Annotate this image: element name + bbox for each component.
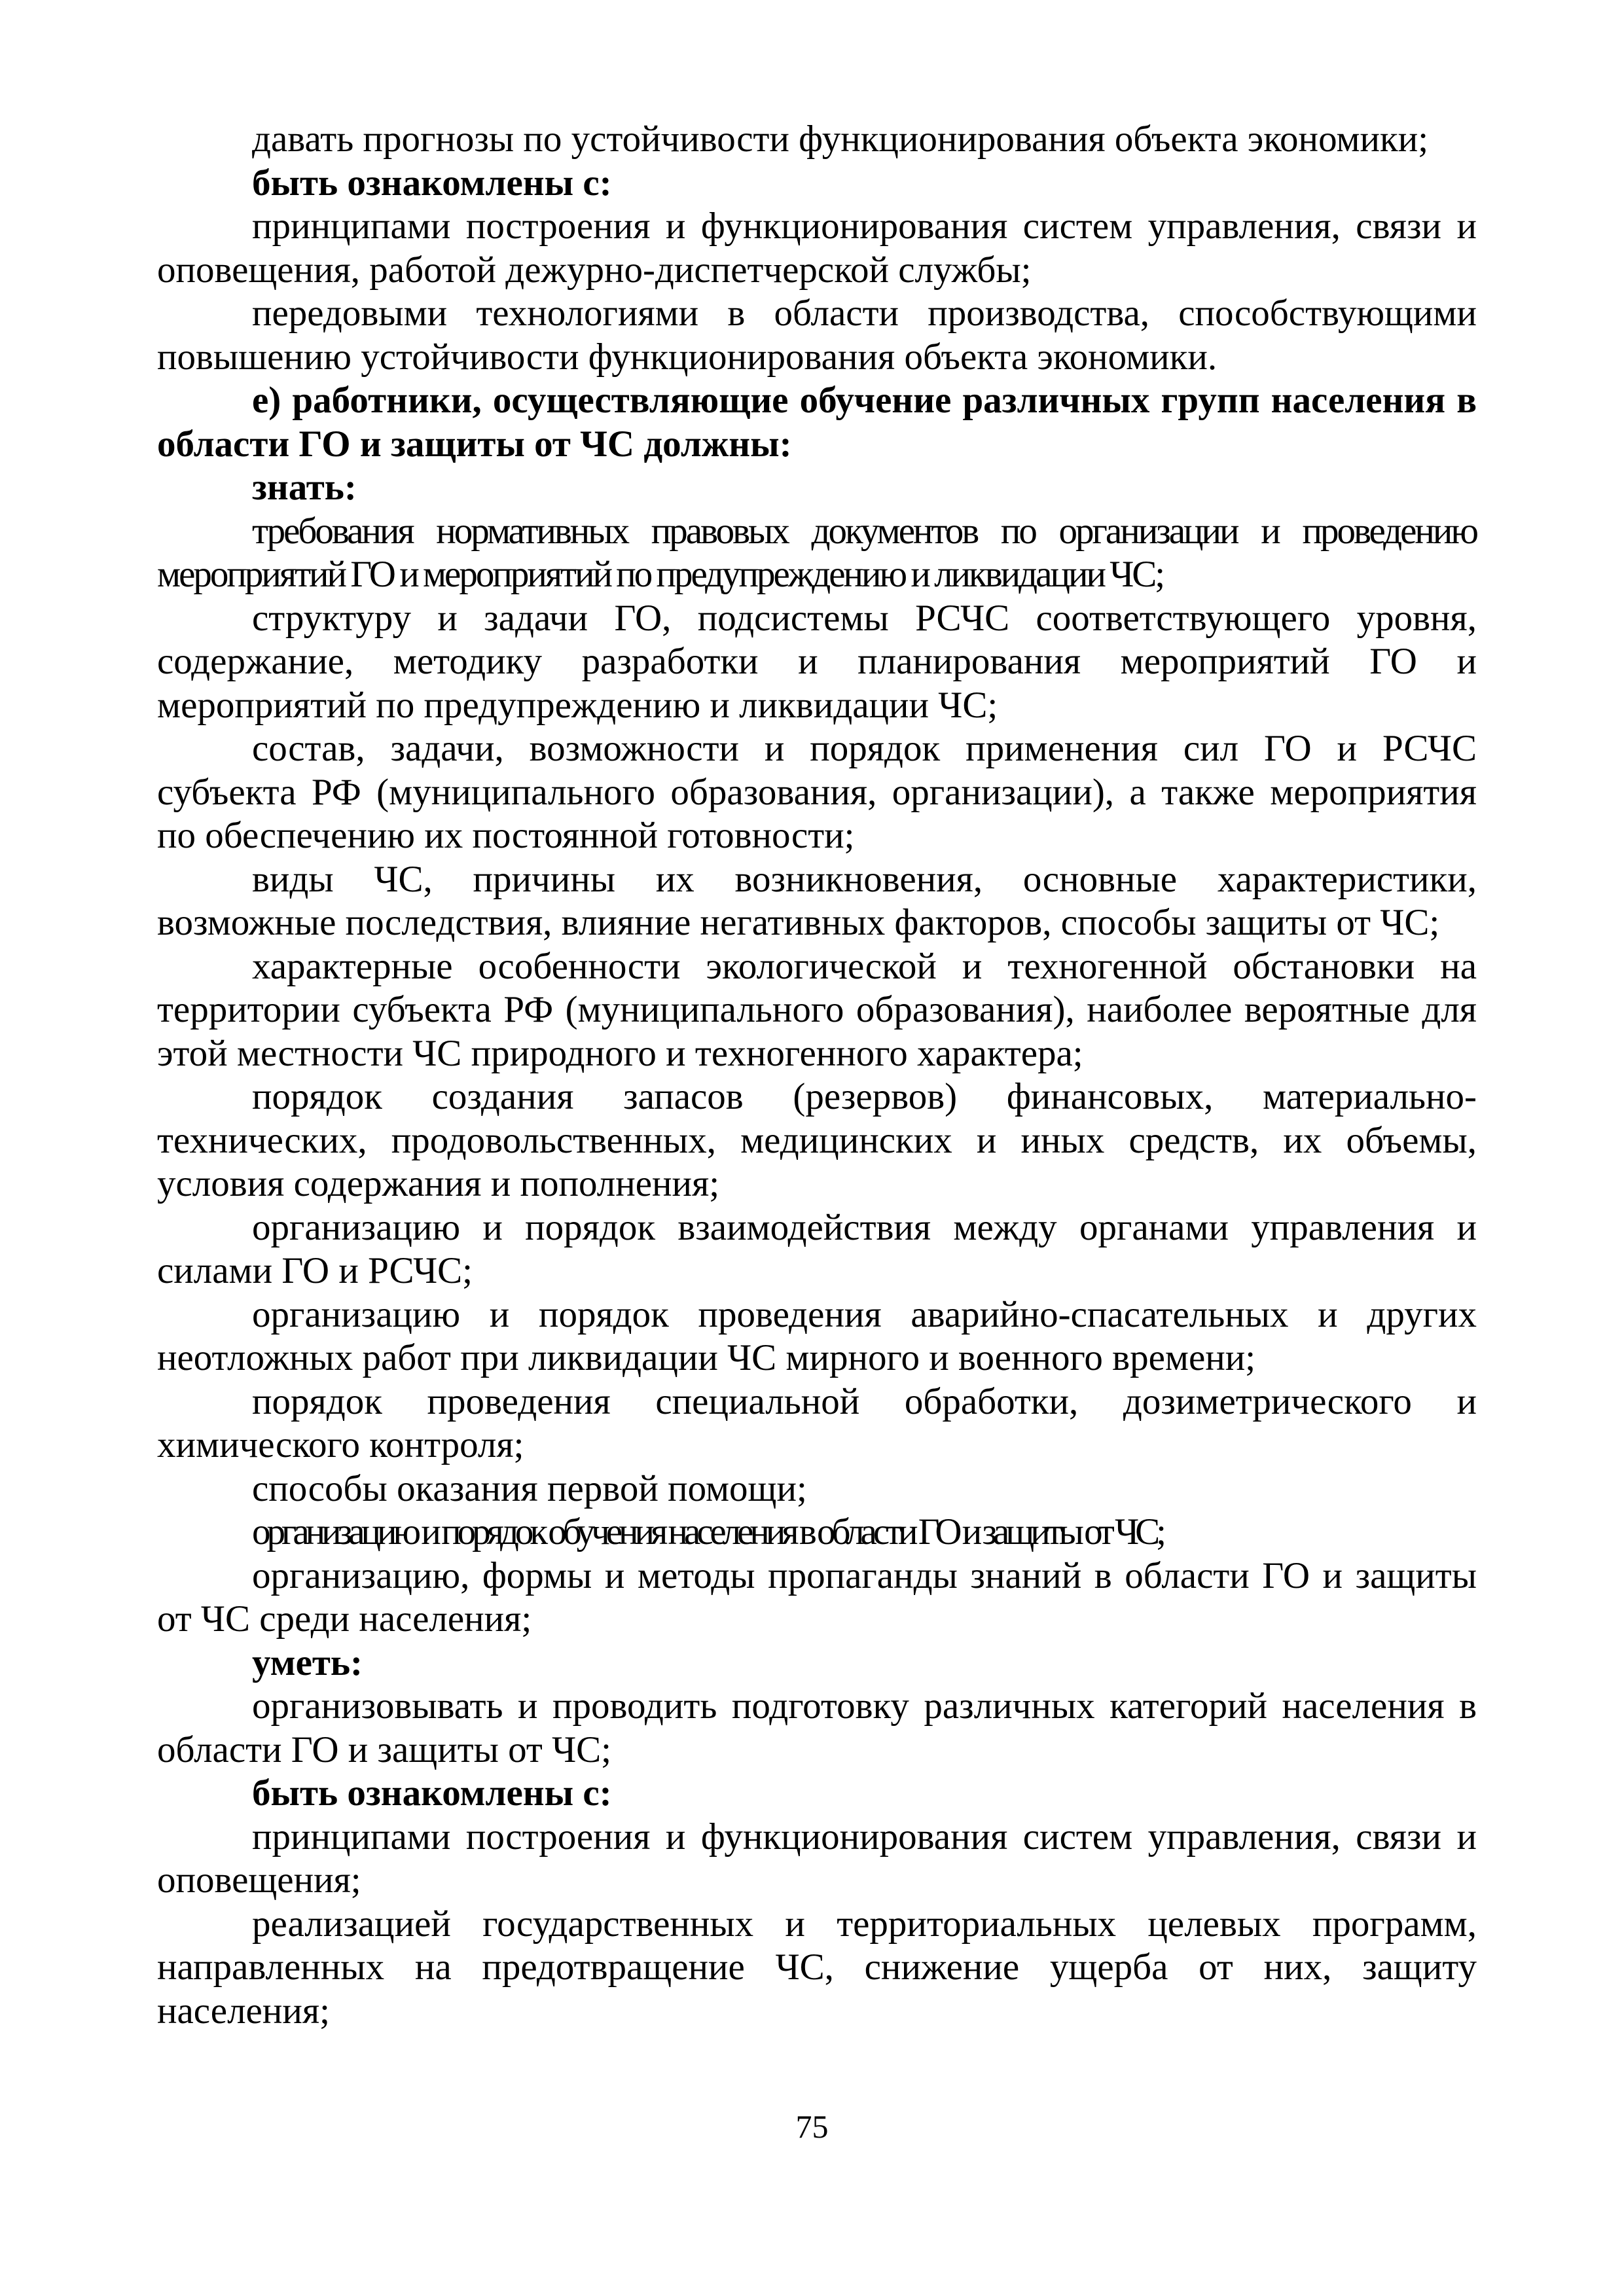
paragraph: способы оказания первой помощи; bbox=[252, 1467, 807, 1509]
paragraph: организацию и порядок проведения аварийно-спасательных и других неотложных работ при ликвидации ЧС мирного и военного времени; bbox=[157, 1293, 1477, 1378]
paragraph: реализацией государственных и территориальных целевых программ, направленных на предотвращение ЧС, снижение ущерба от них, защиту населения; bbox=[157, 1903, 1477, 2032]
paragraph: давать прогнозы по устойчивости функционирования объекта экономики; bbox=[252, 118, 1429, 160]
paragraph: принципами построения и функционирования систем управления, связи и оповещения; bbox=[157, 1816, 1477, 1901]
paragraph: порядок проведения специальной обработки, дозиметрического и химического контроля; bbox=[157, 1380, 1477, 1465]
paragraph: принципами построения и функционирования систем управления, связи и оповещения, работой дежурно-диспетчерской службы; bbox=[157, 206, 1477, 291]
paragraph: организацию и порядок взаимодействия между органами управления и силами ГО и РСЧС; bbox=[157, 1206, 1477, 1291]
paragraph: передовыми технологиями в области производства, способствующими повышению устойчивости функционирования объекта экономики. bbox=[157, 293, 1477, 378]
paragraph: состав, задачи, возможности и порядок применения сил ГО и РСЧС субъекта РФ (муниципального образования, организации), а также мероприятия по обеспечению их постоянной готовности; bbox=[157, 728, 1477, 856]
page-number: 75 bbox=[795, 2108, 829, 2145]
section-heading: знать: bbox=[252, 467, 357, 508]
paragraph: требования нормативных правовых документов по организации и проведению мероприятий ГО и мероприятий по предупреждению и ликвидации ЧС; bbox=[157, 510, 1477, 595]
section-heading: быть ознакомлены с: bbox=[252, 1772, 612, 1814]
paragraph: характерные особенности экологической и техногенной обстановки на территории субъекта РФ (муниципального образования), наиболее вероятные для этой местности ЧС природного и техногенного характера; bbox=[157, 945, 1477, 1074]
section-heading: быть ознакомлены с: bbox=[252, 162, 612, 204]
section-heading: е) работники, осуществляющие обучение различных групп населения в области ГО и защиты от ЧС должны: bbox=[157, 380, 1477, 465]
paragraph: порядок создания запасов (резервов) финансовых, материально-технических, продовольственных, медицинских и иных средств, их объемы, условия содержания и пополнения; bbox=[157, 1076, 1477, 1204]
paragraph: виды ЧС, причины их возникновения, основные характеристики, возможные последствия, влияние негативных факторов, способы защиты от ЧС; bbox=[157, 858, 1477, 943]
page-content bbox=[157, 118, 1477, 2033]
section-heading: уметь: bbox=[252, 1641, 363, 1683]
paragraph: организацию, формы и методы пропаганды знаний в области ГО и защиты от ЧС среди населения; bbox=[157, 1554, 1477, 1640]
paragraph: структуру и задачи ГО, подсистемы РСЧС соответствующего уровня, содержание, методику разработки и планирования мероприятий ГО и мероприятий по предупреждению и ликвидации ЧС; bbox=[157, 597, 1477, 726]
paragraph: организацию и порядок обучения населения в области ГО и защиты от ЧС; bbox=[252, 1511, 1163, 1552]
paragraph: организовывать и проводить подготовку различных категорий населения в области ГО и защиты от ЧС; bbox=[157, 1685, 1477, 1770]
